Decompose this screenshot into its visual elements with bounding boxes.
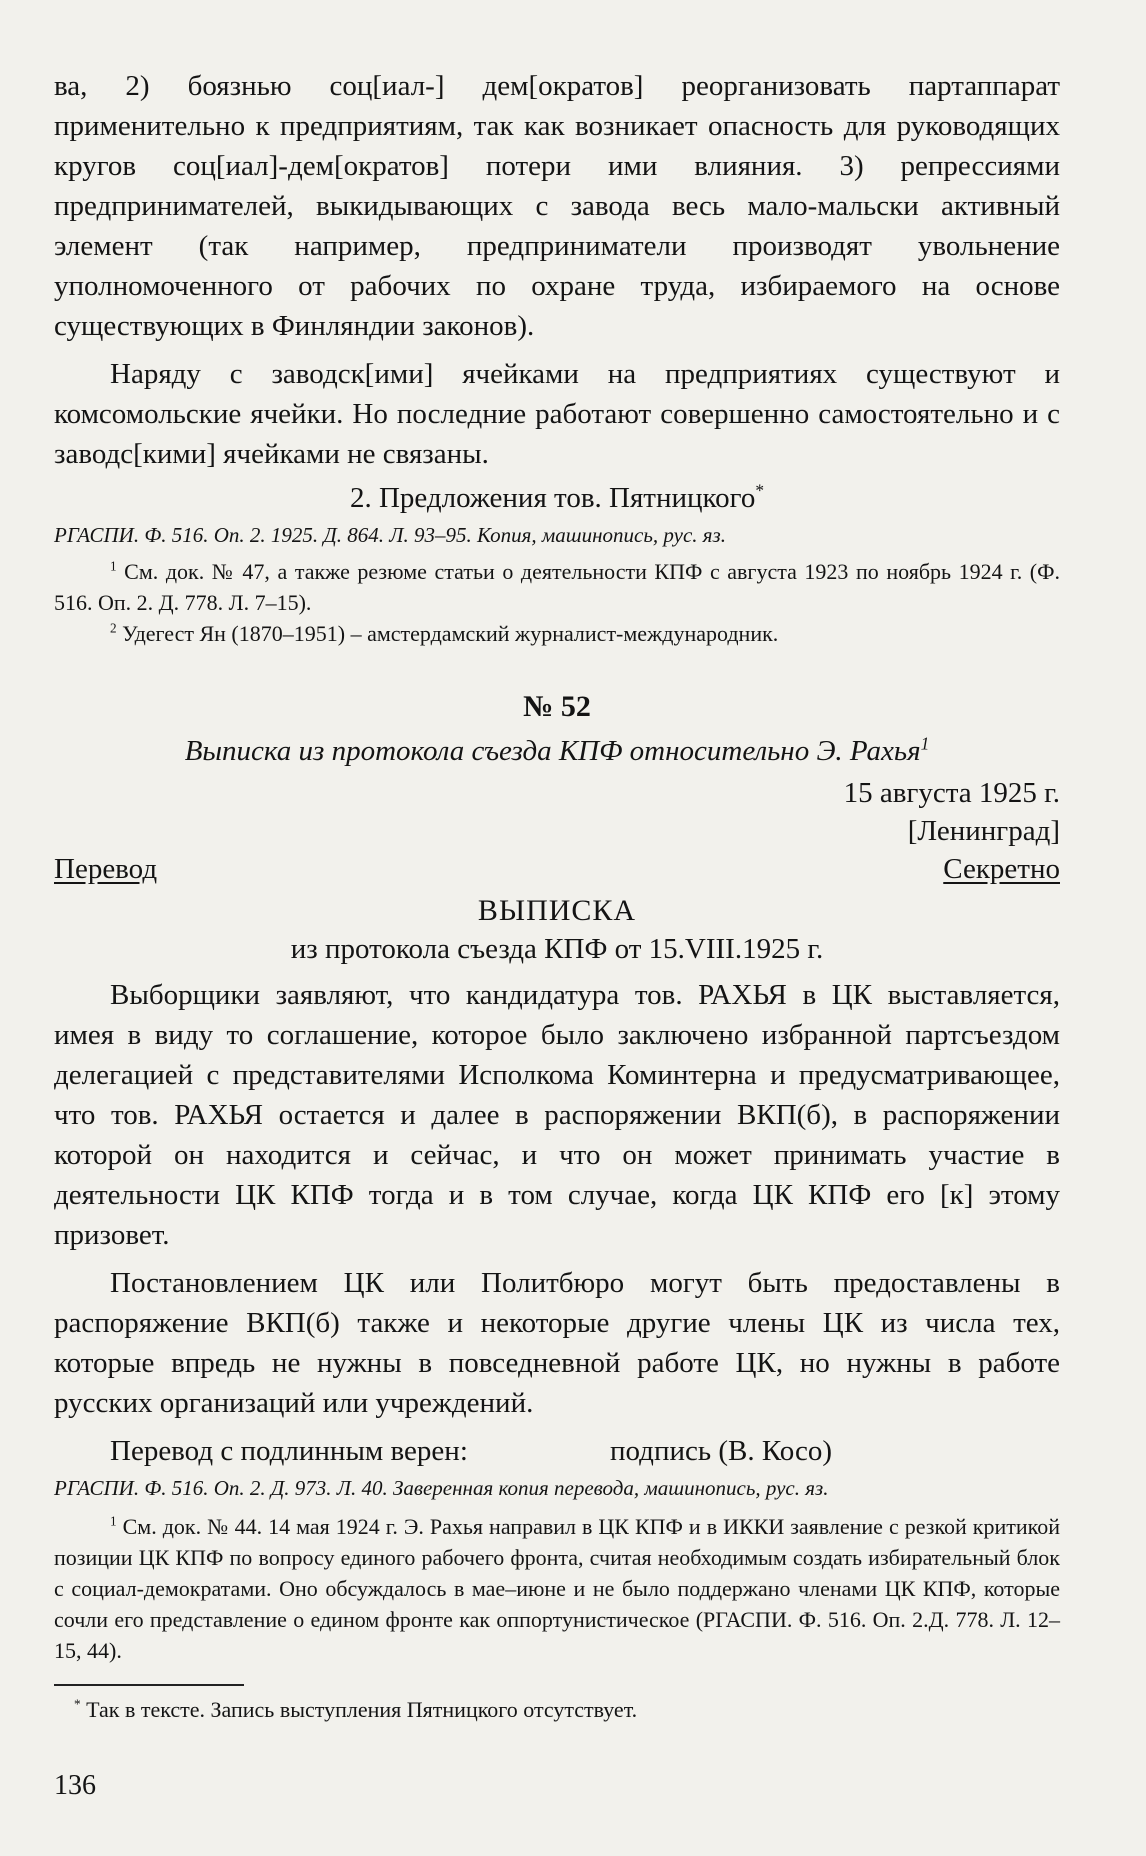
body-paragraph-1: Выборщики заявляют, что кандидатура тов. РАХЬЯ в ЦК выставляется, имея в виду то соглашение, которое было заключено избранной партсъездом делегацией с представителями Исполкома Коминтерна и предусматривающее, что тов. РАХЬЯ остается и далее в распоряжении ВКП(б), в распоряжении которой он находится и сейчас, и что он может принимать участие в деятельности ЦК КПФ тогда и в том случае, когда ЦК КПФ его [к] этому призовет. [54, 979, 1060, 1251]
page-number: 136 [54, 1770, 96, 1801]
signature-row [54, 1431, 1060, 1471]
extract-heading: ВЫПИСКА [477, 894, 637, 927]
footnote-mark: * [74, 1696, 81, 1712]
translation-label: Перевод [54, 853, 158, 885]
footnote-52-1 [54, 1511, 1060, 1666]
footnote-text: См. док. № 47, а также резюме статьи о деятельности КПФ с августа 1923 по ноябрь 1924 г. (Ф. 516. Оп. 2. Д. 778. Л. 7–15). [54, 559, 1060, 615]
extract-subheading: из протокола съезда КПФ от 15.VIII.1925 г. [290, 933, 824, 965]
footnote-51-1 [54, 556, 1060, 618]
footnote-text: Так в тексте. Запись выступления Пятницкого отсутствует. [86, 1697, 638, 1722]
document-number: № 52 [523, 690, 591, 723]
continuation-paragraph: ва, 2) боязнью соц[иал-] дем[ократов] реорганизовать партаппарат применительно к предприятиям, так как возникает опасность для руководящих кругов соц[иал]-дем[ократов] потери ими влияния. 3) репрессиями предпринимателей, выкидывающих с завода весь мало-мальски активный элемент (так например, предприниматели производят увольнение уполномоченного от рабочих по охране труда, избираемого на основе существующих в Финляндии законов). [54, 70, 1060, 342]
proposals-heading-text: 2. Предложения тов. Пятницкого [349, 482, 756, 514]
body-paragraph-2: Постановлением ЦК или Политбюро могут быть предоставлены в распоряжение ВКП(б) также и некоторые другие члены ЦК из числа тех, которые впредь не нужны в повседневной работе ЦК, но нужны в работе русских организаций или учреждений. [54, 1267, 1060, 1419]
proposals-heading-marker: * [755, 480, 765, 501]
document-title [54, 731, 1060, 771]
footnote-divider [54, 1684, 244, 1686]
secret-label: Секретно [943, 853, 1060, 885]
star-footnote [54, 1694, 1060, 1725]
footnote-mark: 1 [110, 558, 117, 574]
footnote-mark: 1 [110, 1513, 117, 1529]
document-title-text: Выписка из протокола съезда КПФ относительно Э. Рахья [184, 735, 921, 767]
document-page [54, 66, 1060, 1725]
source-note-51: РГАСПИ. Ф. 516. Оп. 2. 1925. Д. 864. Л. 93–95. Копия, машинопись, рус. яз. [54, 523, 726, 547]
footnote-text: См. док. № 44. 14 мая 1924 г. Э. Рахья направил в ЦК КПФ и в ИККИ заявление с резкой критикой позиции ЦК КПФ по вопросу единого рабочего фронта, считая необходимым создать избирательный блок с социал-демократами. Оно обсуждалось в мае–июне и не было поддержано членами ЦК КПФ, которые сочли его представление о едином фронте как оппортунистическое (РГАСПИ. Ф. 516. Оп. 2.Д. 778. Л. 12–15, 44). [54, 1514, 1060, 1663]
document-place: [Ленинград] [907, 815, 1060, 847]
document-title-mark: 1 [920, 733, 930, 754]
footnote-51-2 [54, 618, 1060, 649]
signature-left: Перевод с подлинным верен: [110, 1435, 468, 1467]
header-labels-row [54, 849, 1060, 889]
signature-right: подпись (В. Косо) [610, 1435, 832, 1467]
source-note-52: РГАСПИ. Ф. 516. Оп. 2. Д. 973. Л. 40. Заверенная копия перевода, машинопись, рус. яз. [54, 1476, 829, 1500]
proposals-heading [54, 478, 1060, 518]
footnote-text: Удегест Ян (1870–1951) – амстердамский журналист-международник. [122, 621, 779, 646]
document-date: 15 августа 1925 г. [843, 777, 1060, 809]
komsomol-paragraph: Наряду с заводск[ими] ячейками на предприятиях существуют и комсомольские ячейки. Но последние работают совершенно самостоятельно и с заводс[кими] ячейками не связаны. [54, 358, 1060, 470]
footnote-mark: 2 [110, 620, 117, 636]
